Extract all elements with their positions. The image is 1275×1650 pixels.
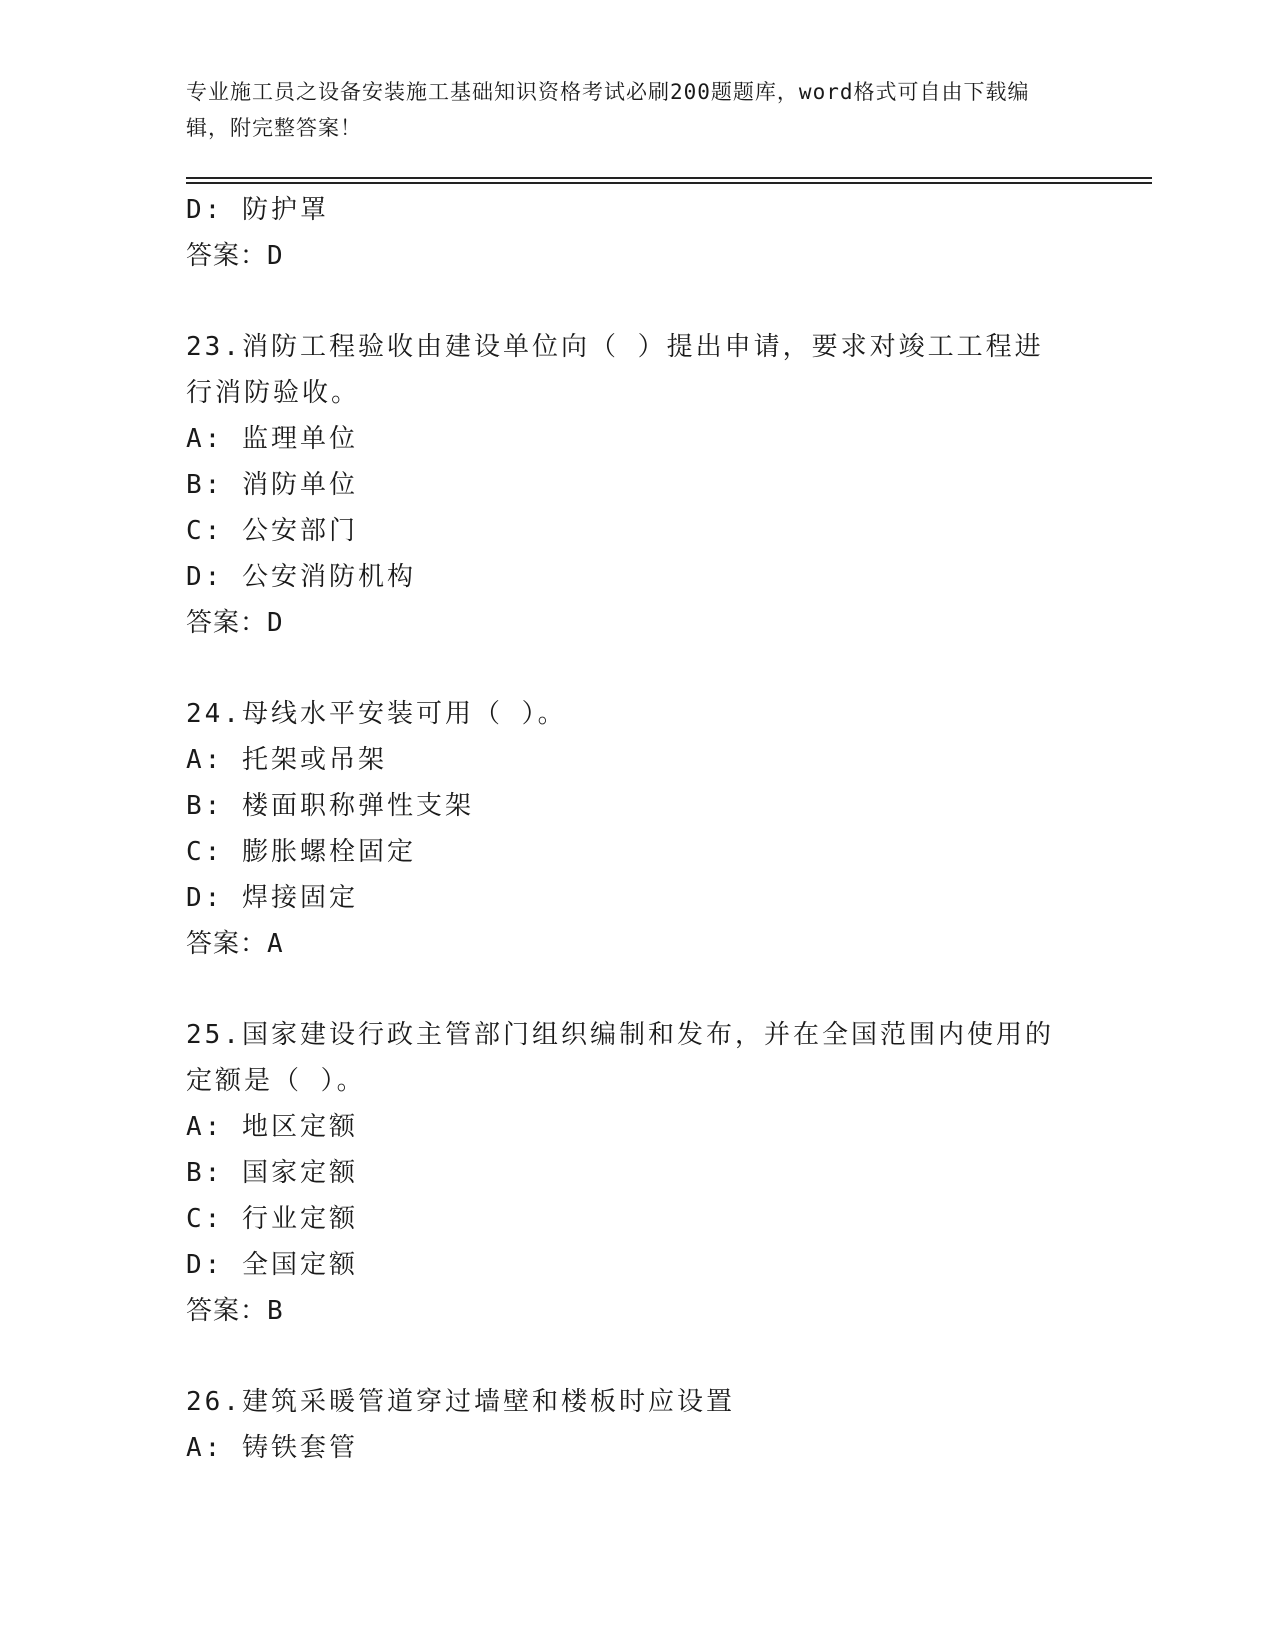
question-24-option-b: B: 楼面职称弹性支架	[186, 791, 474, 821]
question-24-option-c: C: 膨胀螺栓固定	[186, 837, 416, 867]
question-24-answer: 答案：A	[186, 929, 284, 959]
header-divider-bottom	[186, 182, 1152, 184]
question-26-stem: 26.建筑采暖管道穿过墙壁和楼板时应设置	[186, 1387, 735, 1417]
prev-answer: 答案：D	[186, 241, 284, 271]
question-24-option-a: A: 托架或吊架	[186, 745, 387, 775]
question-23-option-d: D: 公安消防机构	[186, 562, 416, 592]
question-23-option-b: B: 消防单位	[186, 470, 358, 500]
question-23-option-c: C: 公安部门	[186, 516, 358, 546]
question-23-answer: 答案：D	[186, 608, 284, 638]
question-content	[186, 187, 1086, 1471]
question-25-option-a: A: 地区定额	[186, 1112, 358, 1142]
question-25-answer: 答案：B	[186, 1296, 284, 1326]
question-25-option-c: C: 行业定额	[186, 1204, 358, 1234]
prev-option-d: D: 防护罩	[186, 195, 329, 225]
question-24-option-d: D: 焊接固定	[186, 883, 358, 913]
question-23-stem: 23.消防工程验收由建设单位向（ ）提出申请，要求对竣工工程进行消防验收。	[186, 332, 1044, 408]
question-25-option-b: B: 国家定额	[186, 1158, 358, 1188]
header-divider-top	[186, 177, 1152, 179]
question-25-option-d: D: 全国定额	[186, 1250, 358, 1280]
question-23-option-a: A: 监理单位	[186, 424, 358, 454]
question-26-option-a: A: 铸铁套管	[186, 1433, 358, 1463]
document-header-title: 专业施工员之设备安装施工基础知识资格考试必刷200题题库，word格式可自由下载编辑，附完整答案！	[186, 80, 1030, 140]
question-24-stem: 24.母线水平安装可用（ ）。	[186, 699, 567, 729]
question-25-stem: 25.国家建设行政主管部门组织编制和发布，并在全国范围内使用的定额是（ ）。	[186, 1020, 1054, 1096]
